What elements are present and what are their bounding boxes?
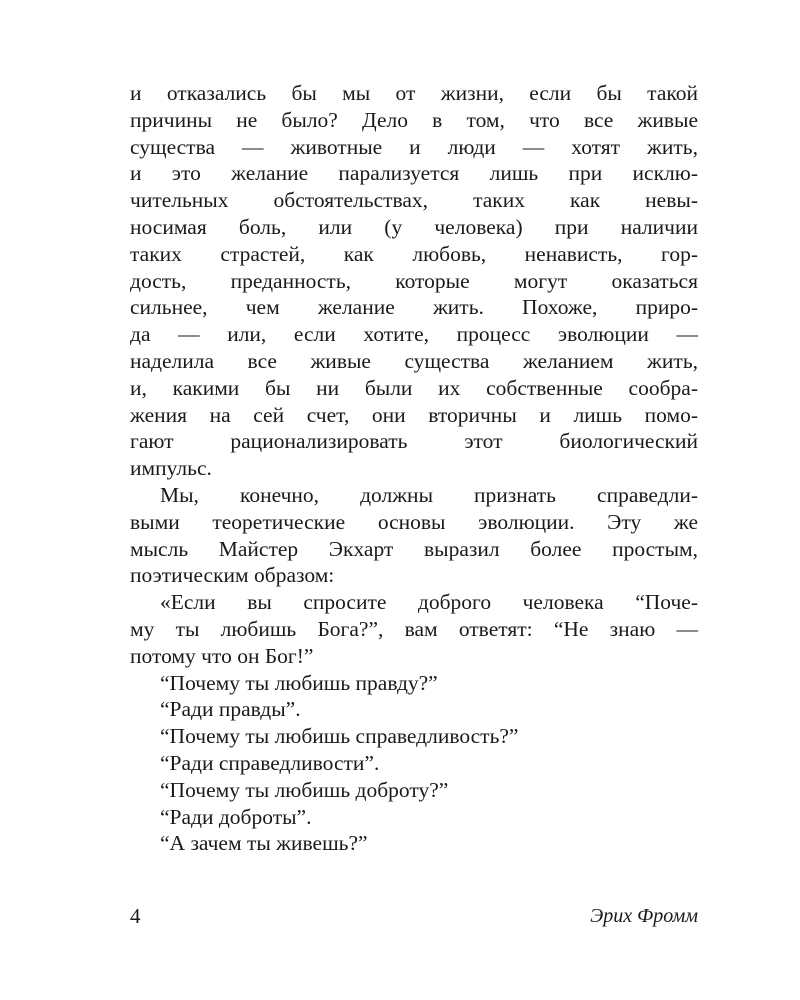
text-line: жения на сей счет, они вторичны и лишь помо- — [130, 402, 698, 427]
text-line: и отказались бы мы от жизни, если бы такой — [130, 81, 698, 105]
text-line: и это желание парализуется лишь при исклю- — [130, 161, 698, 186]
text-line: таких страстей, как любовь, ненависть, гор- — [130, 241, 698, 266]
text-line: дость, преданность, которые могут оказаться — [130, 268, 698, 293]
text-line: поэтическим образом: — [130, 563, 335, 588]
text-line: “Ради доброты”. — [160, 804, 312, 829]
text-line: гают рационализировать этот биологический — [130, 429, 698, 454]
text-line: и, какими бы ни были их собственные сообра- — [130, 375, 698, 400]
text-line: потому что он Бог!” — [130, 643, 314, 668]
text-line: импульс. — [130, 456, 212, 481]
text-line: “Почему ты любишь справедливость?” — [160, 724, 519, 749]
text-line: выми теоретические основы эволюции. Эту же — [130, 509, 698, 534]
text-line: сильнее, чем желание жить. Похоже, приро- — [130, 295, 698, 320]
text-line: причины не было? Дело в том, что все живые — [130, 107, 698, 132]
text-line: “Ради правды”. — [160, 697, 301, 722]
text-line: чительных обстоятельствах, таких как невы- — [130, 188, 698, 213]
text-line: носимая боль, или (у человека) при наличии — [130, 214, 698, 239]
text-line: да — или, если хотите, процесс эволюции — — [130, 322, 698, 347]
page-number: 4 — [130, 904, 141, 928]
text-line: “Почему ты любишь правду?” — [160, 670, 438, 695]
page-text — [130, 80, 698, 857]
text-line: существа — животные и люди — хотят жить, — [130, 134, 698, 159]
text-line: наделила все живые существа желанием жить, — [130, 348, 698, 373]
text-line: “Почему ты любишь доброту?” — [160, 777, 449, 802]
text-line: “Ради справедливости”. — [160, 750, 380, 775]
text-line: “А зачем ты живешь?” — [160, 831, 368, 856]
text-line: «Если вы спросите доброго человека “Поче- — [160, 590, 698, 615]
text-line: мысль Майстер Экхарт выразил более простым, — [130, 536, 698, 561]
running-footer-author: Эрих Фромм — [590, 905, 698, 927]
text-line: му ты любишь Бога?”, вам ответят: “Не знаю — — [130, 616, 698, 641]
text-line: Мы, конечно, должны признать справедли- — [160, 482, 698, 507]
